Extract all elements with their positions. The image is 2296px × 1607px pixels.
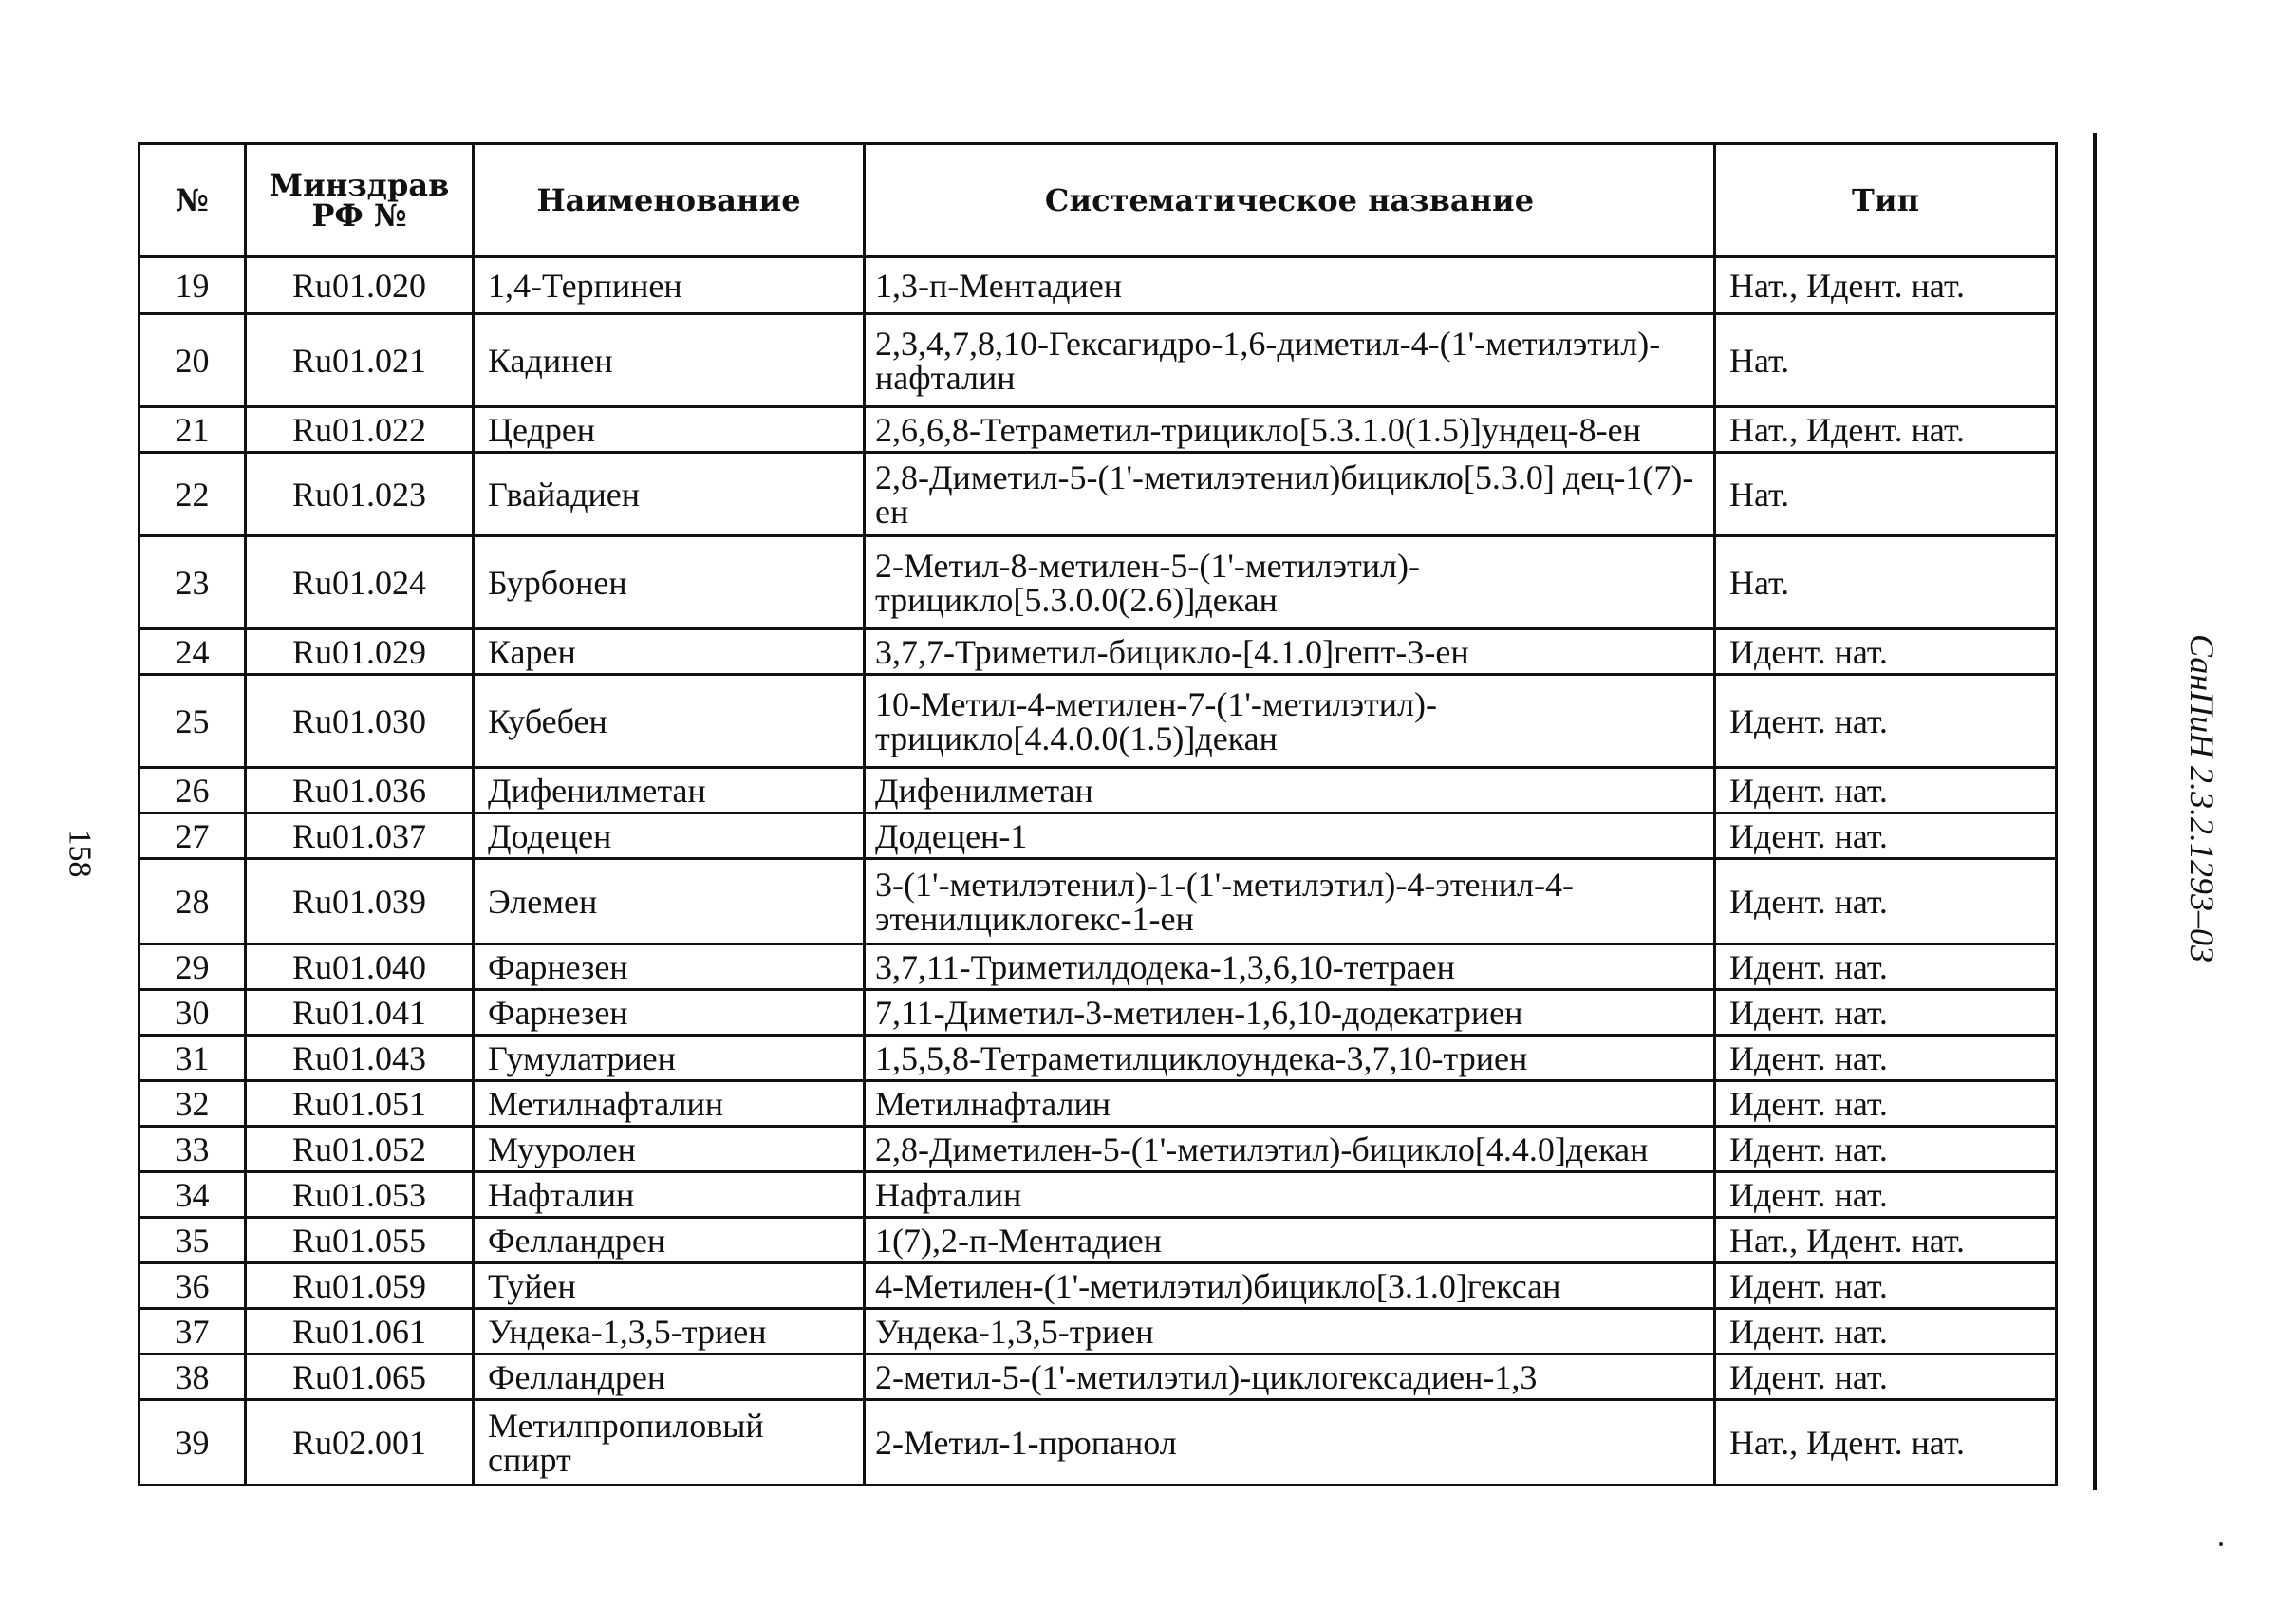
row-number: 24 [140, 629, 246, 675]
row-name: Нафталин [474, 1172, 865, 1218]
row-name: Карен [474, 629, 865, 675]
substances-table [138, 142, 2058, 1486]
table-row [140, 813, 2057, 859]
row-systematic-name: 2-Метил-1-пропанол [865, 1400, 1715, 1486]
row-name: Метилпропиловый спирт [474, 1400, 865, 1486]
row-number: 19 [140, 257, 246, 314]
table-row [140, 257, 2057, 314]
table-row [140, 407, 2057, 453]
row-number: 38 [140, 1355, 246, 1400]
row-ministry-code: Ru02.001 [246, 1400, 474, 1486]
row-systematic-name: 2-Метил-8-метилен-5-(1'-метилэтил)-трицикло[5.3.0.0(2.6)]декан [865, 536, 1715, 629]
row-type: Нат., Идент. нат. [1715, 257, 2057, 314]
table-header-row [140, 144, 2057, 257]
row-ministry-code: Ru01.039 [246, 859, 474, 944]
row-ministry-code: Ru01.020 [246, 257, 474, 314]
row-systematic-name: 2,3,4,7,8,10-Гексагидро-1,6-диметил-4-(1'-метилэтил)-нафталин [865, 314, 1715, 407]
row-ministry-code: Ru01.053 [246, 1172, 474, 1218]
document-code: СанПиН 2.3.2.1293–03 [2183, 633, 2221, 963]
row-number: 36 [140, 1263, 246, 1309]
row-type: Идент. нат. [1715, 675, 2057, 768]
row-systematic-name: Метилнафталин [865, 1081, 1715, 1127]
row-name: Фарнезен [474, 990, 865, 1036]
row-type: Нат. [1715, 314, 2057, 407]
table-row [140, 1263, 2057, 1309]
row-name: Кубебен [474, 675, 865, 768]
row-number: 33 [140, 1127, 246, 1172]
table-row [140, 1127, 2057, 1172]
row-systematic-name: 1,5,5,8-Тетраметилциклоундека-3,7,10-триен [865, 1036, 1715, 1081]
row-ministry-code: Ru01.041 [246, 990, 474, 1036]
table-row [140, 944, 2057, 990]
row-number: 20 [140, 314, 246, 407]
row-systematic-name: 3,7,7-Триметил-бицикло-[4.1.0]гепт-3-ен [865, 629, 1715, 675]
row-ministry-code: Ru01.030 [246, 675, 474, 768]
header-number: № [140, 144, 246, 257]
row-type: Нат., Идент. нат. [1715, 407, 2057, 453]
row-ministry-code: Ru01.024 [246, 536, 474, 629]
row-systematic-name: 1,3-п-Ментадиен [865, 257, 1715, 314]
header-name: Наименование [474, 144, 865, 257]
row-type: Идент. нат. [1715, 990, 2057, 1036]
row-type: Идент. нат. [1715, 1036, 2057, 1081]
row-number: 32 [140, 1081, 246, 1127]
row-type: Идент. нат. [1715, 1309, 2057, 1355]
row-systematic-name: 2,8-Диметилен-5-(1'-метилэтил)-бицикло[4.4.0]декан [865, 1127, 1715, 1172]
header-ministry-code: Минздрав РФ № [246, 144, 474, 257]
row-name: Элемен [474, 859, 865, 944]
row-name: Додецен [474, 813, 865, 859]
row-systematic-name: 7,11-Диметил-3-метилен-1,6,10-додекатриен [865, 990, 1715, 1036]
table-row [140, 536, 2057, 629]
row-name: Фелландрен [474, 1218, 865, 1263]
row-ministry-code: Ru01.023 [246, 453, 474, 536]
row-name: Фарнезен [474, 944, 865, 990]
row-name: Туйен [474, 1263, 865, 1309]
row-name: Ундека-1,3,5-триен [474, 1309, 865, 1355]
row-type: Идент. нат. [1715, 1355, 2057, 1400]
row-systematic-name: 3-(1'-метилэтенил)-1-(1'-метилэтил)-4-этенил-4-этенилциклогекс-1-ен [865, 859, 1715, 944]
row-name: Цедрен [474, 407, 865, 453]
row-number: 27 [140, 813, 246, 859]
row-ministry-code: Ru01.036 [246, 768, 474, 813]
header-type: Тип [1715, 144, 2057, 257]
row-systematic-name: Нафталин [865, 1172, 1715, 1218]
row-type: Идент. нат. [1715, 813, 2057, 859]
row-type: Идент. нат. [1715, 944, 2057, 990]
row-type: Идент. нат. [1715, 859, 2057, 944]
row-type: Нат. [1715, 536, 2057, 629]
row-name: 1,4-Терпинен [474, 257, 865, 314]
row-name: Фелландрен [474, 1355, 865, 1400]
side-rule [2093, 133, 2097, 1490]
row-name: Бурбонен [474, 536, 865, 629]
row-number: 35 [140, 1218, 246, 1263]
row-systematic-name: 1(7),2-п-Ментадиен [865, 1218, 1715, 1263]
row-number: 31 [140, 1036, 246, 1081]
table-row [140, 1172, 2057, 1218]
row-number: 21 [140, 407, 246, 453]
row-type: Нат. [1715, 453, 2057, 536]
table-row [140, 859, 2057, 944]
row-type: Идент. нат. [1715, 1172, 2057, 1218]
table-row [140, 453, 2057, 536]
row-ministry-code: Ru01.037 [246, 813, 474, 859]
row-ministry-code: Ru01.043 [246, 1036, 474, 1081]
row-systematic-name: 2,8-Диметил-5-(1'-метилэтенил)бицикло[5.3.0] дец-1(7)-ен [865, 453, 1715, 536]
stray-mark [2219, 1542, 2223, 1546]
row-number: 37 [140, 1309, 246, 1355]
row-number: 28 [140, 859, 246, 944]
row-systematic-name: 2-метил-5-(1'-метилэтил)-циклогексадиен-1,3 [865, 1355, 1715, 1400]
row-ministry-code: Ru01.065 [246, 1355, 474, 1400]
row-number: 30 [140, 990, 246, 1036]
row-type: Идент. нат. [1715, 1127, 2057, 1172]
table-row [140, 1081, 2057, 1127]
row-ministry-code: Ru01.059 [246, 1263, 474, 1309]
row-systematic-name: Ундека-1,3,5-триен [865, 1309, 1715, 1355]
table-row [140, 1309, 2057, 1355]
row-number: 23 [140, 536, 246, 629]
table-row [140, 990, 2057, 1036]
row-ministry-code: Ru01.029 [246, 629, 474, 675]
row-number: 39 [140, 1400, 246, 1486]
row-name: Кадинен [474, 314, 865, 407]
table-row [140, 629, 2057, 675]
row-systematic-name: Дифенилметан [865, 768, 1715, 813]
row-number: 25 [140, 675, 246, 768]
row-systematic-name: Додецен-1 [865, 813, 1715, 859]
row-ministry-code: Ru01.022 [246, 407, 474, 453]
header-systematic-name: Систематическое название [865, 144, 1715, 257]
row-number: 22 [140, 453, 246, 536]
row-type: Идент. нат. [1715, 768, 2057, 813]
row-systematic-name: 4-Метилен-(1'-метилэтил)бицикло[3.1.0]гексан [865, 1263, 1715, 1309]
table-row [140, 675, 2057, 768]
table-body [140, 257, 2057, 1486]
row-ministry-code: Ru01.021 [246, 314, 474, 407]
row-number: 34 [140, 1172, 246, 1218]
row-ministry-code: Ru01.040 [246, 944, 474, 990]
row-name: Метилнафталин [474, 1081, 865, 1127]
table-row [140, 1036, 2057, 1081]
row-ministry-code: Ru01.055 [246, 1218, 474, 1263]
row-ministry-code: Ru01.051 [246, 1081, 474, 1127]
row-ministry-code: Ru01.052 [246, 1127, 474, 1172]
row-systematic-name: 10-Метил-4-метилен-7-(1'-метилэтил)-трицикло[4.4.0.0(1.5)]декан [865, 675, 1715, 768]
page-number: 158 [62, 829, 98, 878]
row-number: 29 [140, 944, 246, 990]
row-name: Дифенилметан [474, 768, 865, 813]
row-type: Нат., Идент. нат. [1715, 1218, 2057, 1263]
row-type: Идент. нат. [1715, 1081, 2057, 1127]
table-row [140, 1400, 2057, 1486]
row-systematic-name: 2,6,6,8-Тетраметил-трицикло[5.3.1.0(1.5)]ундец-8-ен [865, 407, 1715, 453]
row-type: Идент. нат. [1715, 1263, 2057, 1309]
row-name: Гвайадиен [474, 453, 865, 536]
table-row [140, 1355, 2057, 1400]
table-row [140, 1218, 2057, 1263]
table-row [140, 314, 2057, 407]
row-name: Мууролен [474, 1127, 865, 1172]
row-number: 26 [140, 768, 246, 813]
row-ministry-code: Ru01.061 [246, 1309, 474, 1355]
row-systematic-name: 3,7,11-Триметилдодека-1,3,6,10-тетраен [865, 944, 1715, 990]
row-type: Идент. нат. [1715, 629, 2057, 675]
row-name: Гумулатриен [474, 1036, 865, 1081]
row-type: Нат., Идент. нат. [1715, 1400, 2057, 1486]
table-row [140, 768, 2057, 813]
